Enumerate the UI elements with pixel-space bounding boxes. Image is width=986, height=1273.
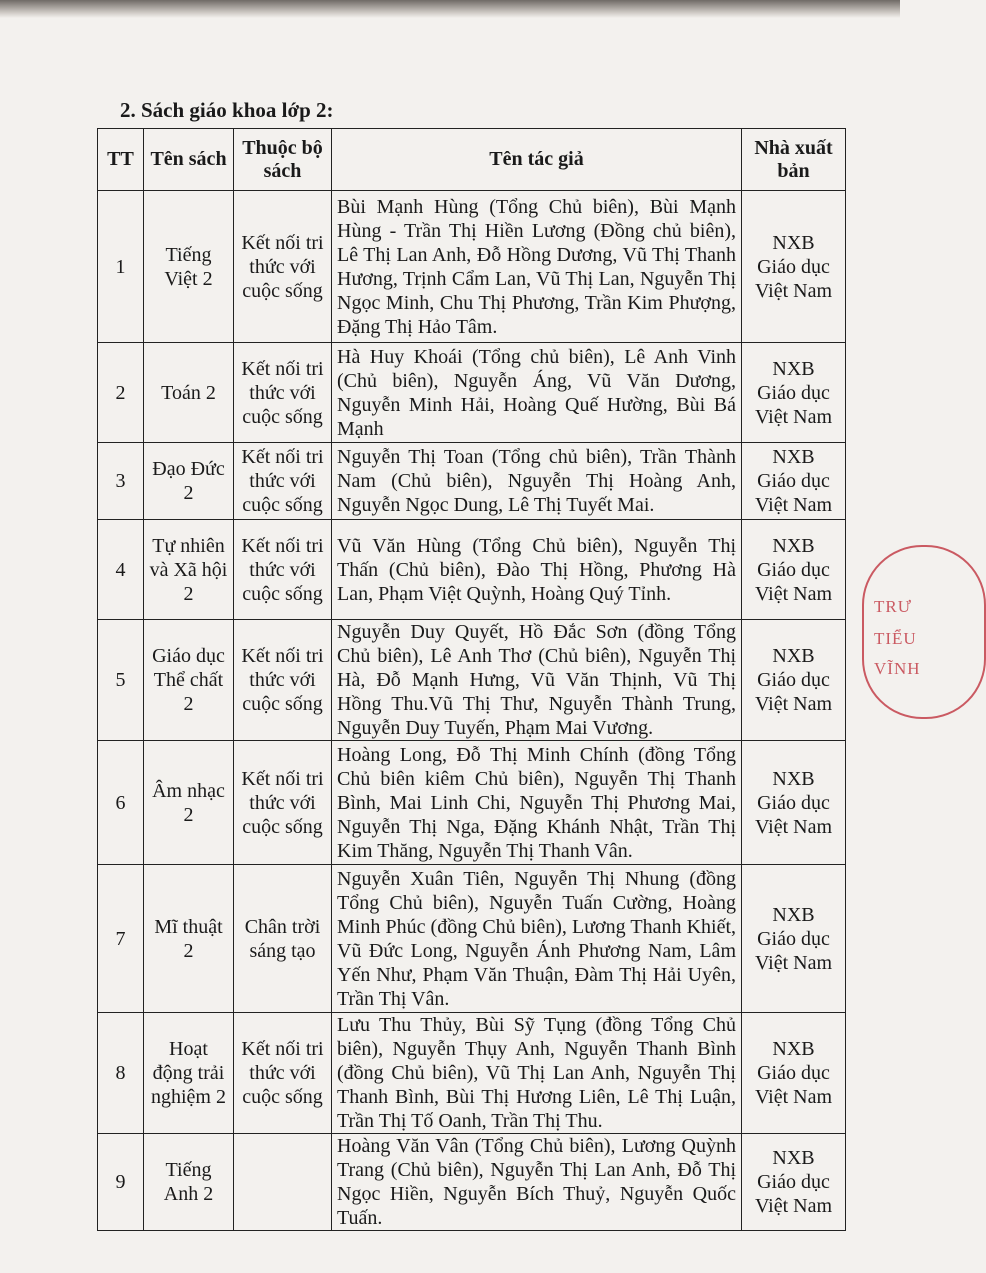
author-list: Hà Huy Khoái (Tổng chủ biên), Lê Anh Vinh (Chủ biên), Nguyễn Áng, Vũ Văn Dương, Nguyễn Minh Hải, Hoàng Quế Hường, Bùi Bá Mạnh bbox=[332, 343, 742, 443]
book-series: Kết nối tri thức với cuộc sống bbox=[234, 191, 332, 343]
header-series: Thuộc bộ sách bbox=[234, 129, 332, 191]
book-name: Toán 2 bbox=[144, 343, 234, 443]
seal-text: TRƯ bbox=[874, 597, 912, 616]
page-top-edge bbox=[0, 0, 900, 18]
publisher-line: Việt Nam bbox=[754, 1086, 833, 1108]
book-series: Kết nối tri thức với cuộc sống bbox=[234, 343, 332, 443]
publisher-line: NXB bbox=[772, 1038, 815, 1060]
book-series bbox=[234, 1134, 332, 1231]
row-number: 3 bbox=[98, 443, 144, 520]
publisher-line: NXB bbox=[772, 767, 815, 790]
publisher-line: Giáo dục bbox=[757, 381, 830, 404]
row-number: 6 bbox=[98, 741, 144, 865]
publisher-line: Giáo dục bbox=[757, 1062, 830, 1084]
publisher-line: Giáo dục bbox=[757, 255, 830, 278]
publisher bbox=[742, 620, 846, 741]
school-seal-stamp bbox=[862, 545, 986, 719]
author-list: Nguyễn Duy Quyết, Hồ Đắc Sơn (đồng Tổng Chủ biên), Lê Anh Thơ (Chủ biên), Nguyễn Thị Hà, Đỗ Mạnh Hưng, Vũ Văn Thịnh, Vũ Thị Hồng Thu.Vũ Thị Thư, Nguyễn Thành Trung, Nguyễn Duy Tuyến, Phạm Mai Vương. bbox=[332, 620, 742, 741]
publisher-line: Giáo dục bbox=[757, 470, 830, 492]
header-publisher: Nhà xuất bản bbox=[742, 129, 846, 191]
publisher-line: NXB bbox=[772, 1147, 815, 1169]
table-row bbox=[98, 741, 846, 865]
publisher-line: NXB bbox=[772, 903, 815, 926]
publisher-line: NXB bbox=[772, 357, 815, 380]
author-list: Vũ Văn Hùng (Tổng Chủ biên), Nguyễn Thị Thấn (Chủ biên), Đào Thị Hồng, Phương Hà Lan, Phạm Việt Quỳnh, Hoàng Quý Tỉnh. bbox=[332, 520, 742, 620]
publisher-line: Việt Nam bbox=[754, 405, 833, 428]
book-name: Tự nhiên và Xã hội 2 bbox=[144, 520, 234, 620]
publisher-line: Việt Nam bbox=[754, 279, 833, 302]
row-number: 1 bbox=[98, 191, 144, 343]
author-list: Bùi Mạnh Hùng (Tổng Chủ biên), Bùi Mạnh Hùng - Trần Thị Hiền Lương (Đồng chủ biên), Lê Thị Lan Anh, Đỗ Hồng Dương, Vũ Thị Thanh Hương, Trịnh Cẩm Lan, Vũ Thị Lan, Nguyễn Thị Ngọc Minh, Chu Thị Phương, Trần Kim Phượng, Đặng Thị Hảo Tâm. bbox=[332, 191, 742, 343]
author-list: Hoàng Long, Đỗ Thị Minh Chính (đồng Tổng Chủ biên kiêm Chủ biên), Nguyễn Thị Thanh Bình, Mai Linh Chi, Nguyễn Thị Phương Mai, Nguyễn Thị Nga, Đặng Khánh Nhật, Trần Thị Kim Thăng, Nguyễn Thị Thanh Vân. bbox=[332, 741, 742, 865]
publisher-line: Việt Nam bbox=[754, 494, 833, 516]
book-name: Hoạt động trải nghiệm 2 bbox=[144, 1013, 234, 1134]
publisher bbox=[742, 1013, 846, 1134]
table-row bbox=[98, 520, 846, 620]
publisher-line: Việt Nam bbox=[754, 693, 833, 715]
row-number: 7 bbox=[98, 865, 144, 1013]
author-list: Hoàng Văn Vân (Tổng Chủ biên), Lương Quỳnh Trang (Chủ biên), Nguyễn Thị Lan Anh, Đỗ Thị Ngọc Hiền, Nguyễn Bích Thuỷ, Nguyễn Quốc Tuấn. bbox=[332, 1134, 742, 1231]
publisher bbox=[742, 1134, 846, 1231]
author-list: Lưu Thu Thủy, Bùi Sỹ Tụng (đồng Tổng Chủ biên), Nguyễn Thụy Anh, Nguyễn Thanh Bình (đồng Chủ biên), Vũ Thị Lan Anh, Nguyễn Thị Thanh Bình, Bùi Thị Hương Liên, Lê Thị Luận, Trần Thị Tố Oanh, Trần Thị Thu. bbox=[332, 1013, 742, 1134]
seal-text: TIỂU bbox=[874, 629, 917, 648]
publisher-line: Việt Nam bbox=[754, 582, 833, 605]
publisher-line: Giáo dục bbox=[757, 669, 830, 691]
row-number: 5 bbox=[98, 620, 144, 741]
header-authors: Tên tác giả bbox=[332, 129, 742, 191]
publisher-line: NXB bbox=[772, 645, 815, 667]
seal-text: VĨNH bbox=[874, 659, 921, 678]
publisher bbox=[742, 741, 846, 865]
book-name: Tiếng Việt 2 bbox=[144, 191, 234, 343]
book-name: Âm nhạc 2 bbox=[144, 741, 234, 865]
publisher bbox=[742, 191, 846, 343]
publisher-line: Việt Nam bbox=[754, 815, 833, 838]
publisher-line: Giáo dục bbox=[757, 1171, 830, 1193]
table-row bbox=[98, 343, 846, 443]
author-list: Nguyễn Xuân Tiên, Nguyễn Thị Nhung (đồng Tổng Chủ biên), Nguyễn Tuấn Cường, Hoàng Minh Phúc (đồng Chủ biên), Lương Thanh Khiết, Vũ Đức Long, Nguyễn Ánh Phương Nam, Lâm Yến Như, Phạm Văn Thuận, Đàm Thị Hải Uyên, Trần Thị Vân. bbox=[332, 865, 742, 1013]
publisher-line: NXB bbox=[772, 534, 815, 557]
publisher-line: NXB bbox=[772, 231, 815, 254]
publisher-line: Giáo dục bbox=[757, 791, 830, 814]
publisher-line: Việt Nam bbox=[754, 951, 833, 974]
book-series: Kết nối tri thức với cuộc sống bbox=[234, 443, 332, 520]
table-row bbox=[98, 865, 846, 1013]
textbook-table bbox=[97, 128, 846, 1231]
table-row bbox=[98, 1013, 846, 1134]
publisher bbox=[742, 343, 846, 443]
publisher-line: Giáo dục bbox=[757, 927, 830, 950]
header-book-name: Tên sách bbox=[144, 129, 234, 191]
table-row bbox=[98, 443, 846, 520]
publisher bbox=[742, 443, 846, 520]
book-series: Kết nối tri thức với cuộc sống bbox=[234, 620, 332, 741]
table-row bbox=[98, 191, 846, 343]
publisher bbox=[742, 865, 846, 1013]
row-number: 4 bbox=[98, 520, 144, 620]
book-name: Mĩ thuật 2 bbox=[144, 865, 234, 1013]
header-tt: TT bbox=[98, 129, 144, 191]
author-list: Nguyễn Thị Toan (Tổng chủ biên), Trần Thành Nam (Chủ biên), Nguyễn Thị Hoàng Anh, Nguyễn Ngọc Dung, Lê Thị Tuyết Mai. bbox=[332, 443, 742, 520]
publisher bbox=[742, 520, 846, 620]
book-series: Kết nối tri thức với cuộc sống bbox=[234, 1013, 332, 1134]
table-row bbox=[98, 620, 846, 741]
book-series: Kết nối tri thức với cuộc sống bbox=[234, 741, 332, 865]
book-name: Tiếng Anh 2 bbox=[144, 1134, 234, 1231]
book-name: Giáo dục Thể chất 2 bbox=[144, 620, 234, 741]
book-name: Đạo Đức 2 bbox=[144, 443, 234, 520]
book-series: Chân trời sáng tạo bbox=[234, 865, 332, 1013]
table-header-row bbox=[98, 129, 846, 191]
book-series: Kết nối tri thức với cuộc sống bbox=[234, 520, 332, 620]
row-number: 2 bbox=[98, 343, 144, 443]
table-row bbox=[98, 1134, 846, 1231]
row-number: 9 bbox=[98, 1134, 144, 1231]
row-number: 8 bbox=[98, 1013, 144, 1134]
publisher-line: NXB bbox=[772, 446, 815, 468]
publisher-line: Giáo dục bbox=[757, 558, 830, 581]
publisher-line: Việt Nam bbox=[754, 1195, 833, 1217]
section-title: 2. Sách giáo khoa lớp 2: bbox=[120, 98, 334, 122]
